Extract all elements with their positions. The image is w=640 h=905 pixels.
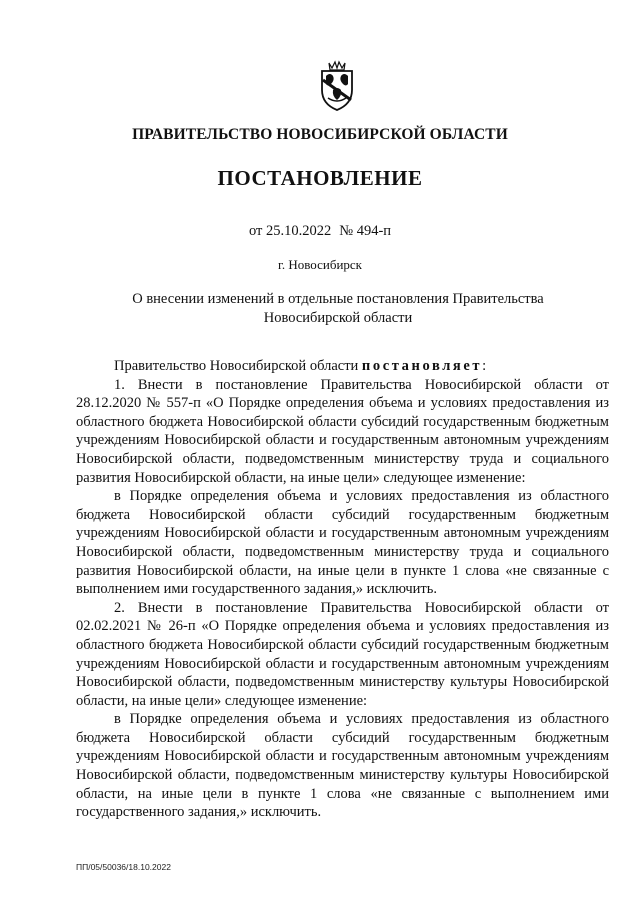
document-date: от 25.10.2022 (248, 223, 332, 239)
coat-of-arms-icon (316, 60, 358, 112)
intro-text: Правительство Новосибирской области (114, 358, 359, 374)
intro-paragraph (76, 357, 609, 376)
footer-code: ПП/05/50036/18.10.2022 (76, 862, 171, 872)
document-subject: О внесении изменений в отдельные постановления Правительства Новосибирской области (132, 291, 544, 326)
city-line: г. Новосибирск (277, 257, 362, 272)
document-type-title: ПОСТАНОВЛЕНИЕ (217, 166, 423, 190)
date-number-line (0, 223, 640, 240)
paragraph-1: 1. Внести в постановление Правительства Новосибирской области от 28.12.2020 № 557-п «О Порядке определения объема и условиях предоставления из областного бюджета Новосибирской области субсидий государственным бюджетным учреждениям Новосибирской области и государственным автономным учреждениям Новосибирской области, подведомственным министерству труда и социального развития Новосибирской области, на иные цели» следующее изменение: (76, 376, 609, 486)
document-number: № 494-п (339, 223, 392, 239)
document-body (76, 357, 609, 822)
organization-title: ПРАВИТЕЛЬСТВО НОВОСИБИРСКОЙ ОБЛАСТИ (132, 126, 508, 143)
paragraph-2-detail: в Порядке определения объема и условиях предоставления из областного бюджета Новосибирской области субсидий государственным бюджетным учреждениям Новосибирской области и государственным автономным учреждениям Новосибирской области, подведомственным министерству культуры Новосибирской области, на иные цели в пункте 1 слова «не связанные с выполнением ими государственного задания,» исключить. (76, 711, 609, 821)
intro-verb: постановляет (361, 358, 483, 374)
intro-colon: : (482, 358, 487, 374)
paragraph-1-detail: в Порядке определения объема и условиях предоставления из областного бюджета Новосибирской области субсидий государственным бюджетным учреждениям Новосибирской области и государственным автономным учреждениям Новосибирской области, подведомственным министерству труда и социального развития Новосибирской области, на иные цели в пункте 1 слова «не связанные с выполнением ими государственного задания,» исключить. (76, 488, 609, 598)
paragraph-2: 2. Внести в постановление Правительства Новосибирской области от 02.02.2021 № 26-п «О Порядке определения объема и условиях предоставления из областного бюджета Новосибирской области субсидий государственным бюджетным учреждениям Новосибирской области и государственным автономным учреждениям Новосибирской области, подведомственным министерству культуры Новосибирской области, на иные цели» следующее изменение: (76, 599, 609, 709)
